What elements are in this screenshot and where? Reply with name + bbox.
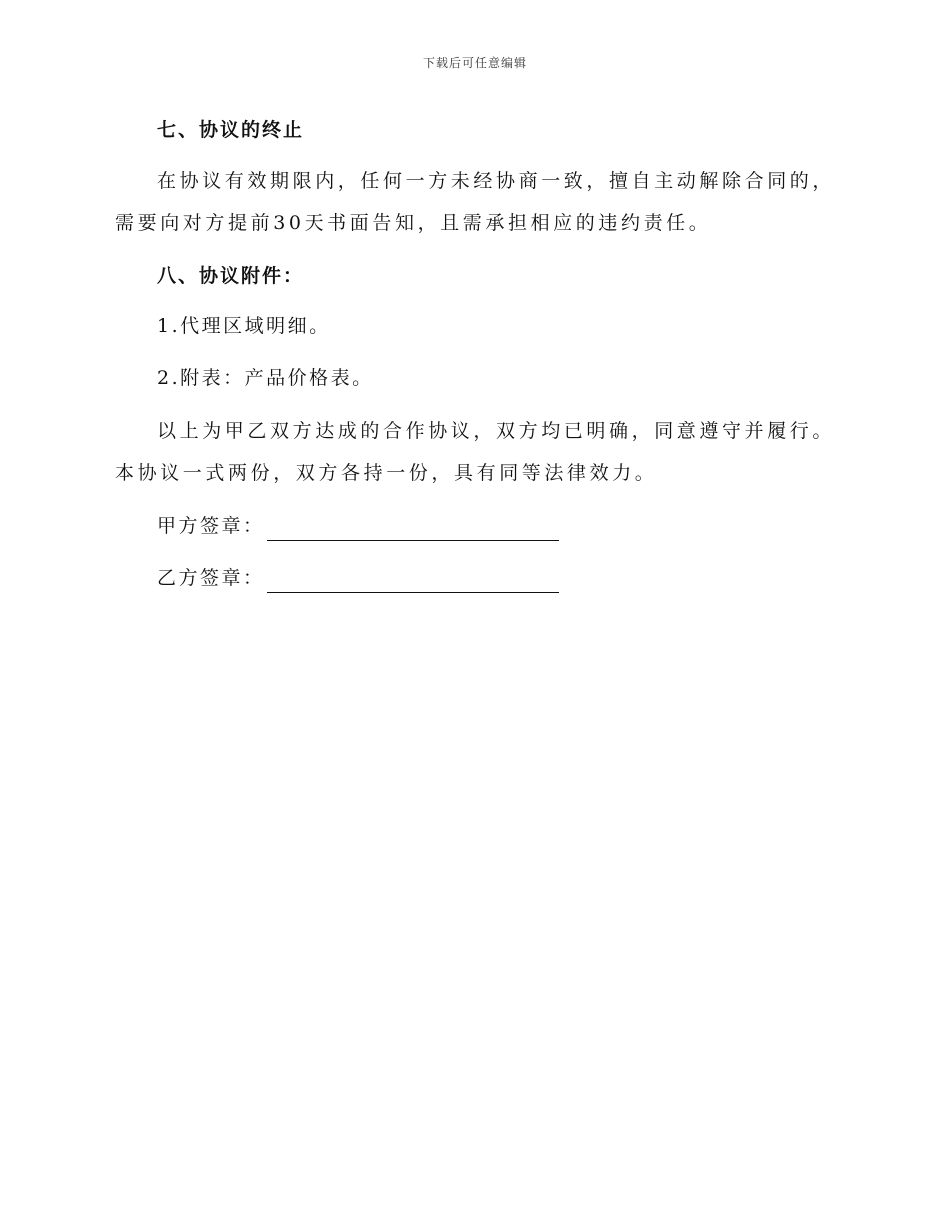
attachment-item-1: 1.代理区域明细。 [157,315,331,337]
party-b-signature-row [115,558,835,598]
party-b-signature-line [267,564,559,593]
document-body [115,110,835,598]
closing-statement: 以上为甲乙双方达成的合作协议，双方均已明确，同意遵守并履行。本协议一式两份，双方各持一份，具有同等法律效力。 [115,420,836,484]
section-7-body: 在协议有效期限内，任何一方未经协商一致，擅自主动解除合同的，需要向对方提前30天书面告知，且需承担相应的违约责任。 [115,170,836,234]
party-b-signature-label: 乙方签章： [157,567,265,589]
page-header-note: 下载后可任意编辑 [422,56,527,70]
section-8-title: 八、协议附件： [157,265,305,287]
party-a-signature-line [267,512,559,541]
attachment-item-2: 2.附表：产品价格表。 [157,367,374,389]
party-a-signature-row [115,506,835,546]
party-a-signature-label: 甲方签章： [157,515,265,537]
section-7-title: 七、协议的终止 [157,119,305,141]
